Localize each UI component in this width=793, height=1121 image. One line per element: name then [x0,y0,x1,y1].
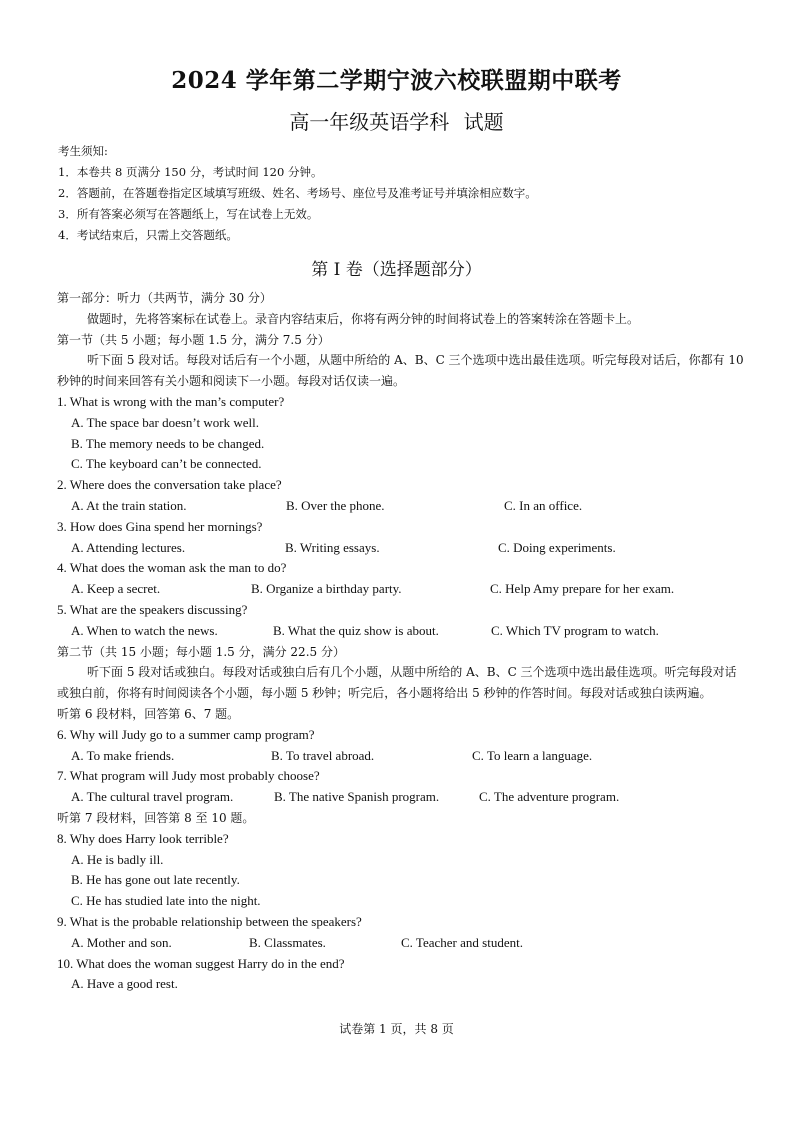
option-c: C. To learn a language. [472,747,593,763]
section-title: 第 I 卷（选择题部分） [311,260,482,280]
material-heading: 听第 6 段材料，回答第 6、7 题。 [57,706,240,721]
option-c: C. Doing experiments. [498,539,616,555]
option-b: B. Classmates. [249,934,326,950]
section-heading: 第二节（共 15 小题；每小题 1.5 分，满分 22.5 分） [57,644,345,659]
option-a: A. Attending lectures. [71,539,186,555]
option-c: C. The adventure program. [479,789,620,805]
question-stem: 9. What is the probable relationship between the speakers? [57,913,362,929]
question-stem: 3. How does Gina spend her mornings? [57,518,263,534]
candidate-notice [58,141,748,246]
question-stem: 6. Why will Judy go to a summer camp program? [57,726,315,742]
option-b: B. Writing essays. [285,539,380,555]
option-row [57,621,747,642]
question-stem: 1. What is wrong with the man’s computer? [57,393,285,409]
option-b: B. Organize a birthday party. [251,581,402,597]
option-row [57,496,747,517]
option-row [57,579,747,600]
option-a: A. When to watch the news. [71,622,218,638]
option-row [57,746,747,767]
option-a: A. The space bar doesn’t work well. [71,414,259,430]
notice-heading: 考生须知: [58,144,108,158]
option-a: A. He is badly ill. [71,851,164,867]
question-stem: 4. What does the woman ask the man to do? [57,560,287,576]
notice-item: 4．考试结束后，只需上交答题纸。 [58,228,238,242]
question-stem: 2. Where does the conversation take place? [57,477,282,493]
part-instruction: 做题时，先将答案标在试卷上。录音内容结束后，你将有两分钟的时间将试卷上的答案转涂在答题卡上。 [87,311,640,326]
option-a: A. To make friends. [71,747,175,763]
page-footer: 试卷第 1 页，共 8 页 [339,1022,454,1036]
exam-body [57,288,747,995]
option-b: B. The memory needs to be changed. [71,435,265,451]
option-b: B. To travel abroad. [271,747,375,763]
option-row [57,538,747,559]
part-heading: 第一部分：听力（共两节，满分 30 分） [57,291,272,305]
exam-subtitle: 高一年级英语学科 试题 [289,110,504,134]
option-b: B. What the quiz show is about. [273,622,439,638]
section-instruction: 听下面 5 段对话或独白。每段对话或独白后有几个小题，从题中所给的 A、B、C 三个选项中选出最佳选项。听完每段对话或独白前，你将有时间阅读各个小题，每小题 5 秒钟；听完后，各小题将给出 5 秒钟的作答时间。每段对话或独白读两遍。 [57,665,737,701]
question-stem: 8. Why does Harry look terrible? [57,830,229,846]
option-c: C. He has studied late into the night. [71,893,261,909]
option-row [57,933,747,954]
notice-item: 2．答题前，在答题卷指定区域填写班级、姓名、考场号、座位号及准考证号并填涂相应数字。 [58,186,537,200]
option-a: A. At the train station. [71,497,187,513]
notice-item: 1．本卷共 8 页满分 150 分，考试时间 120 分钟。 [58,165,323,179]
notice-item: 3．所有答案必须写在答题纸上，写在试卷上无效。 [58,207,319,221]
question-stem: 5. What are the speakers discussing? [57,601,248,617]
option-b: B. He has gone out late recently. [71,872,240,888]
option-a: A. The cultural travel program. [71,789,234,805]
section-instruction: 听下面 5 段对话。每段对话后有一个小题，从题中所给的 A、B、C 三个选项中选出最佳选项。听完每段对话后，你都有 10 秒钟的时间来回答有关小题和阅读下一小题。每段对话仅读一遍。 [57,353,744,389]
option-row [57,787,747,808]
option-c: C. Teacher and student. [401,934,523,950]
option-a: A. Keep a secret. [71,581,161,597]
section-heading: 第一节（共 5 小题；每小题 1.5 分，满分 7.5 分） [57,332,330,347]
option-b: B. The native Spanish program. [274,789,440,805]
option-a: A. Mother and son. [71,934,172,950]
question-stem: 7. What program will Judy most probably choose? [57,768,320,784]
option-b: B. Over the phone. [286,497,385,513]
option-c: C. In an office. [504,497,583,513]
option-c: C. Which TV program to watch. [491,622,659,638]
option-a: A. Have a good rest. [71,976,178,992]
option-c: C. Help Amy prepare for her exam. [490,581,675,597]
exam-title: 2024 学年第二学期宁波六校联盟期中联考 [171,67,622,94]
option-c: C. The keyboard can’t be connected. [71,456,262,472]
question-stem: 10. What does the woman suggest Harry do in the end? [57,955,345,971]
material-heading: 听第 7 段材料，回答第 8 至 10 题。 [57,810,255,825]
